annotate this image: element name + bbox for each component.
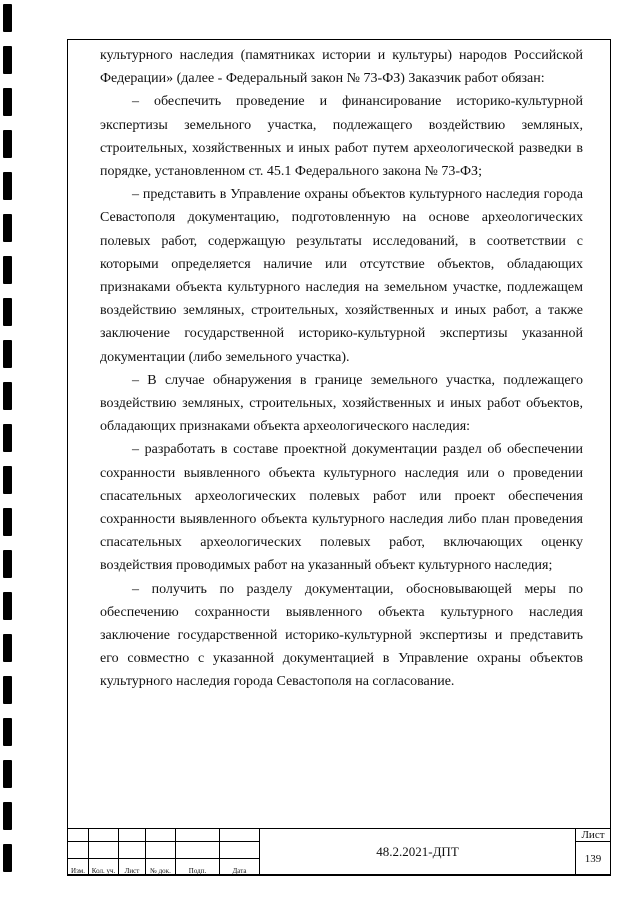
binding-mark: [3, 592, 12, 620]
paragraph-1: культурного наследия (памятниках истории и культуры) народов Российской Федерации» (далее - Федеральный закон № 73-ФЗ) Заказчик работ обязан:: [100, 48, 583, 87]
sheet-label: Лист: [576, 829, 611, 842]
binding-mark: [3, 466, 12, 494]
stamp-col-kol-uch: Кол. уч.: [89, 859, 119, 876]
stamp-cell: [89, 842, 119, 859]
paragraph-4: – В случае обнаружения в границе земельного участка, подлежащего воздействию земляных, строительных, хозяйственных и иных работ объектов, обладающих признаками объекта археологического наследия:: [100, 372, 583, 435]
stamp-cell: [146, 829, 176, 842]
stamp-cell: [119, 842, 146, 859]
stamp-cell: [220, 829, 260, 842]
stamp-col-ndok: № док.: [146, 859, 176, 876]
binding-mark: [3, 508, 12, 536]
binding-mark: [3, 718, 12, 746]
binding-mark: [3, 256, 12, 284]
paragraph-3: – представить в Управление охраны объектов культурного наследия города Севастополя документацию, подготовленную на основе археологических полевых работ, содержащую результаты исследований, в соответствии с которыми определяется наличие или отсутствие объектов, обладающих признаками объекта культурного наследия на земельном участке, подлежащем воздействию земляных, строительных, хозяйственных и иных работ, а также заключение государственной историко-культурной экспертизы указанной документации (либо земельного участка).: [100, 187, 583, 365]
title-block: [67, 828, 611, 875]
binding-mark: [3, 760, 12, 788]
stamp-cell: [89, 829, 119, 842]
stamp-cell: [146, 842, 176, 859]
stamp-cell: [176, 829, 220, 842]
stamp-cell: [68, 829, 89, 842]
stamp-col-list: Лист: [119, 859, 146, 876]
stamp-col-podp: Подп.: [176, 859, 220, 876]
binding-mark: [3, 214, 12, 242]
binding-mark: [3, 88, 12, 116]
binding-marks: [3, 0, 15, 905]
binding-mark: [3, 550, 12, 578]
paragraph-6: – получить по разделу документации, обосновывающей меры по обеспечению сохранности выявленного объекта культурного наследия заключение государственной историко-культурной экспертизы и представить его совместно с указанной документацией в Управление охраны объектов культурного наследия города Севастополя на согласование.: [100, 581, 583, 690]
paragraph-5: – разработать в составе проектной документации раздел об обеспечении сохранности выявленного объекта культурного наследия или о проведении спасательных археологических полевых работ или проект обеспечения сохранности выявленного объекта культурного наследия либо план проведения спасательных археологических полевых работ, включающих оценку воздействия проводимых работ на указанный объект культурного наследия;: [100, 442, 583, 574]
stamp-cell: [176, 842, 220, 859]
binding-mark: [3, 802, 12, 830]
binding-mark: [3, 298, 12, 326]
binding-mark: [3, 424, 12, 452]
binding-mark: [3, 340, 12, 368]
stamp-cell: [119, 829, 146, 842]
binding-mark: [3, 634, 12, 662]
paragraph-2: – обеспечить проведение и финансирование историко-культурной экспертизы земельного участка, подлежащего воздействию земляных, строительных, хозяйственных и иных работ путем археологической разведки в порядке, установленном ст. 45.1 Федерального закона № 73-ФЗ;: [100, 94, 583, 180]
binding-mark: [3, 172, 12, 200]
binding-mark: [3, 46, 12, 74]
stamp-cell: [68, 842, 89, 859]
binding-mark: [3, 844, 12, 872]
stamp-cell: [220, 842, 260, 859]
document-body: [100, 44, 583, 694]
document-code: 48.2.2021-ДПТ: [260, 829, 576, 876]
binding-mark: [3, 382, 12, 410]
stamp-col-data: Дата: [220, 859, 260, 876]
sheet-number: 139: [576, 842, 611, 876]
binding-mark: [3, 130, 12, 158]
binding-mark: [3, 4, 12, 32]
binding-mark: [3, 676, 12, 704]
stamp-col-izm: Изм.: [68, 859, 89, 876]
